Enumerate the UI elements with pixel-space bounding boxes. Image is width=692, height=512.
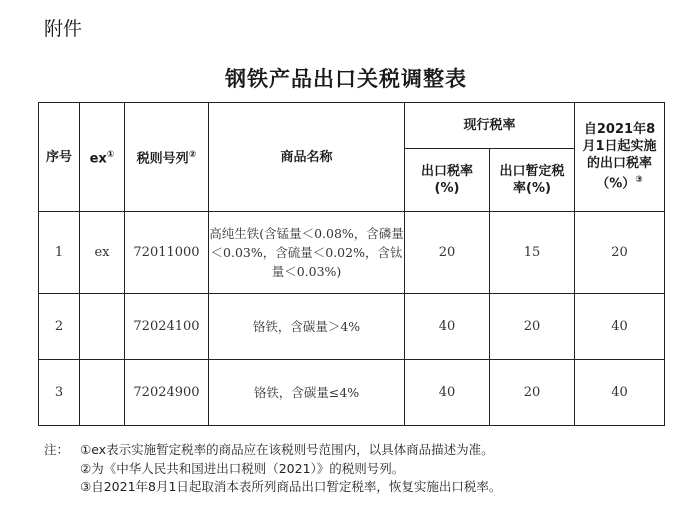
- cell-seq: 3: [39, 360, 80, 426]
- tariff-table: [38, 102, 665, 426]
- cell-export-rate: 40: [405, 294, 490, 360]
- cell-ex: [80, 294, 125, 360]
- footnote-mark-3: ③: [635, 175, 643, 186]
- table-row: [39, 212, 665, 294]
- cell-export-rate: 40: [405, 360, 490, 426]
- cell-code: 72024900: [125, 360, 209, 426]
- cell-export-rate: 20: [405, 212, 490, 294]
- attachment-label: 附件: [44, 18, 83, 40]
- header-seq: 序号: [39, 103, 80, 212]
- cell-ex: ex: [80, 212, 125, 294]
- page-title: 钢铁产品出口关税调整表: [225, 66, 467, 91]
- cell-new-rate: 40: [575, 360, 665, 426]
- cell-temp-rate: 15: [490, 212, 575, 294]
- footnote-mark-1: ①: [106, 149, 115, 160]
- cell-code: 72024100: [125, 294, 209, 360]
- header-temp-rate: 出口暂定税率(%): [490, 149, 575, 212]
- header-new-rate: 自2021年8月1日起实施的出口税率（%）③: [575, 103, 665, 212]
- cell-new-rate: 20: [575, 212, 665, 294]
- cell-code: 72011000: [125, 212, 209, 294]
- footnote-3: ③自2021年8月1日起取消本表所列商品出口暂定税率，恢复实施出口税率。: [80, 479, 502, 494]
- header-export-rate: 出口税率(%): [405, 149, 490, 212]
- footnote-mark-2: ②: [188, 149, 197, 160]
- footnote-2: ②为《中华人民共和国进出口税则（2021）》的税则号列。: [80, 460, 405, 476]
- cell-new-rate: 40: [575, 294, 665, 360]
- cell-product-name: 铬铁，含碳量＞4%: [209, 294, 405, 360]
- notes-label: 注：: [44, 442, 70, 457]
- cell-temp-rate: 20: [490, 294, 575, 360]
- header-current-rate: 现行税率: [405, 103, 575, 149]
- table-row: [39, 360, 665, 426]
- header-product-name: 商品名称: [209, 103, 405, 212]
- cell-seq: 2: [39, 294, 80, 360]
- footnotes: [44, 441, 501, 497]
- header-ex: ex①: [80, 103, 125, 212]
- table-row: [39, 294, 665, 360]
- header-tariff-code: 税则号列②: [125, 103, 209, 212]
- cell-ex: [80, 360, 125, 426]
- cell-product-name: 铬铁，含碳量≤4%: [209, 360, 405, 426]
- cell-temp-rate: 20: [490, 360, 575, 426]
- cell-seq: 1: [39, 212, 80, 294]
- footnote-1: ①ex表示实施暂定税率的商品应在该税则号范围内，以具体商品描述为准。: [80, 442, 494, 457]
- cell-product-name: 高纯生铁(含锰量＜0.08%，含磷量＜0.03%，含硫量＜0.02%，含钛量＜0.03%): [209, 212, 405, 294]
